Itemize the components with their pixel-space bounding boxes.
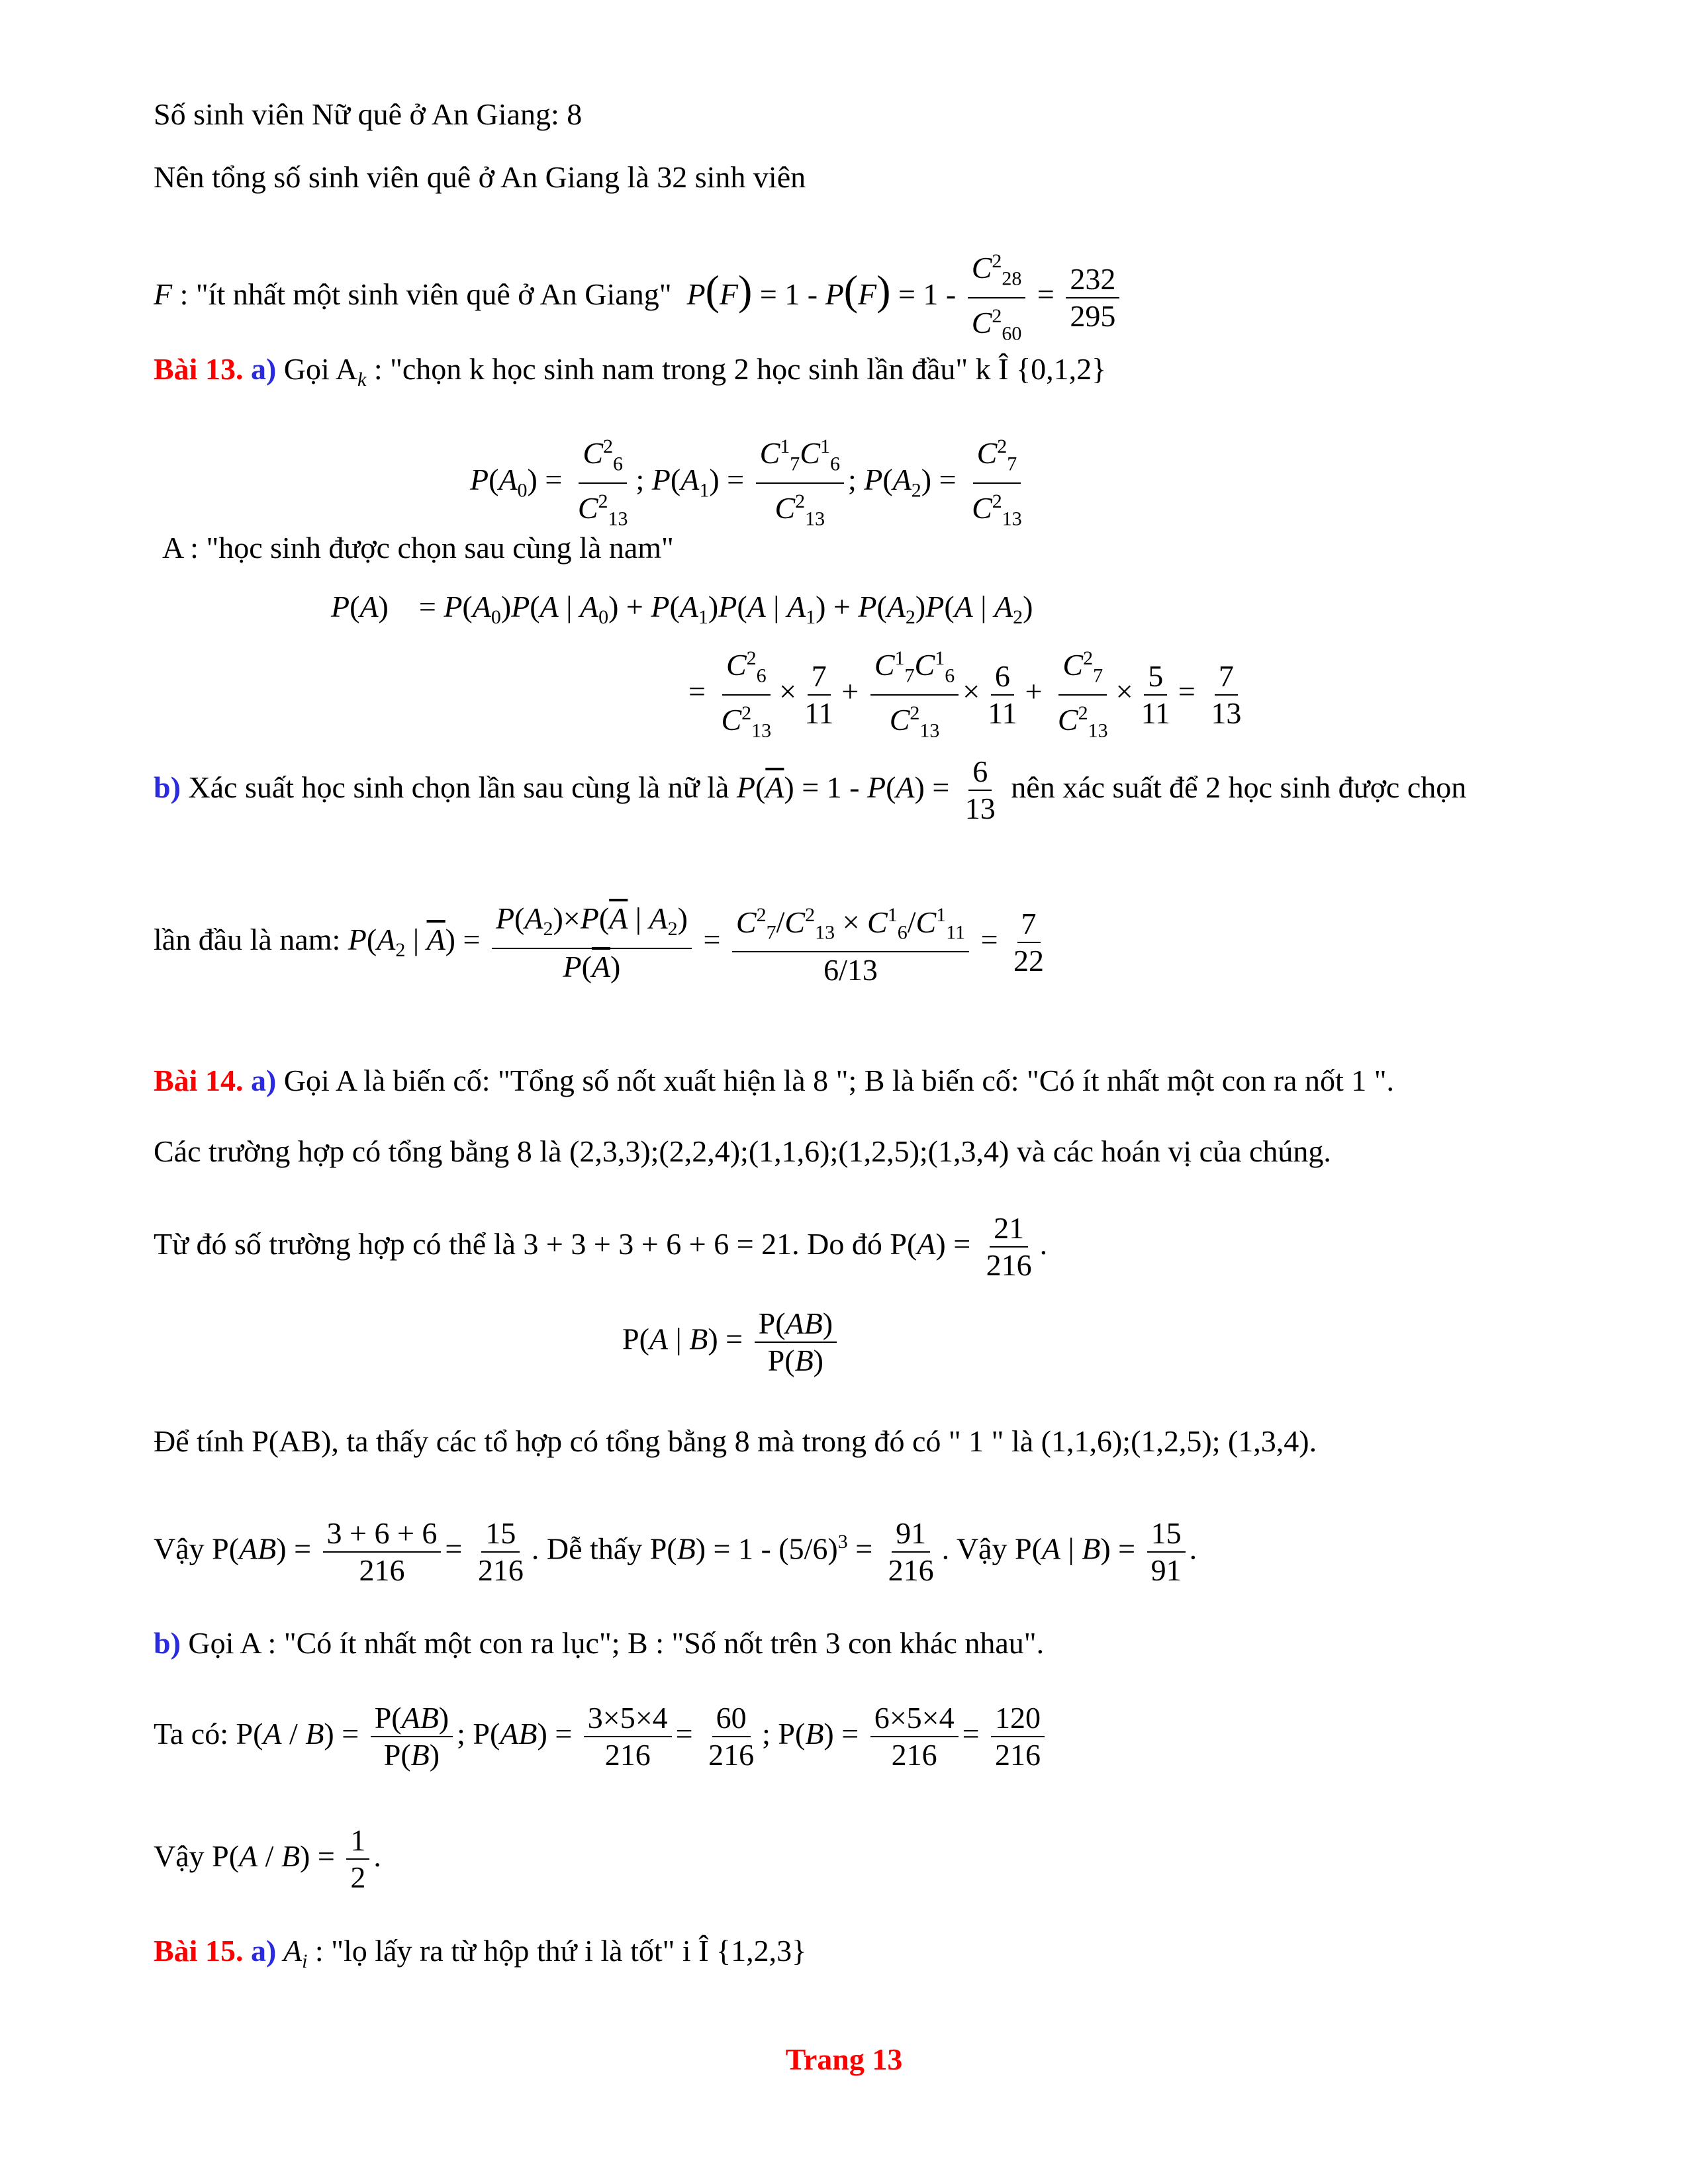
text-line: Từ đó số trường hợp có thể là 3 + 3 + 3 + 6 + 6 = 21. Do đó P(A) = $\frac{21}{216}$ . (154, 1211, 1048, 1283)
exercise-number: Bài 14. (154, 1064, 244, 1097)
formula-line: Vậy P(A / B) = $\frac{1}{2}$ . (154, 1823, 381, 1895)
text-line: A : "học sinh được chọn sau cùng là nam" (162, 531, 674, 565)
exercise-number: Bài 13. (154, 352, 244, 386)
exercise-heading: Bài 14. a) Gọi A là biến cố: "Tổng số nốt xuất hiện là 8 "; B là biến cố: "Có ít nhất một con ra nốt 1 ". (154, 1064, 1394, 1097)
formula-line: P(A) = $P(A_0)P(A$ | $A_0) + P(A_1)P(A$ | $A_1) + P(A_2)P(A$ | $A_2$) (331, 590, 1033, 629)
formula-line: Vậy P(AB) = $\frac{3 + 6 + 6}{216}$ = $\frac{15}{216}$ . Dễ thấy $P(B) = 1 - (5/6)^3$ = $\frac{91}{216}$ . Vậy P(A | B) = $\frac{15}{91}$ . (154, 1516, 1197, 1587)
text-line: Để tính P(AB), ta thấy các tổ hợp có tổng bằng 8 mà trong đó có " 1 " là (1,1,6);(1,2,5); (1,3,4). (154, 1424, 1317, 1458)
formula-line: lần đầu là nam: $P(A_2$ | $\overline{A}$) = $\frac{P(A_2)\times P(\overline{A} | A_2)}{P(\overline{A})}$ = $\frac{C^2_7/C^2_{13} \times C^1_6/C^1_{11}}{6/13}$ = $\frac{7}{22}$ (154, 854, 1052, 1036)
text-line: b) Gọi A : "Có ít nhất một con ra lục"; B : "Số nốt trên 3 con khác nhau". (154, 1626, 1045, 1660)
exercise-heading: Bài 15. a) $A_i$ : "lọ lấy ra từ hộp thứ i là tốt" i Î {1,2,3} (154, 1934, 807, 1973)
formula-line: Ta có: P(A / B) = $\frac{P(AB)}{P(B)}$ ; P(AB) = $\frac{3\times 5\times 4}{216}$ = $\frac{60}{216}$ ; P(B) = $\frac{6\times 5\times 4}{216}$ = $\frac{120}{216}$ (154, 1694, 1049, 1774)
exercise-heading: Bài 13. a) Gọi $A_k$ : "chọn k học sinh nam trong 2 học sinh lần đầu" k Î {0,1,2} (154, 352, 1107, 391)
formula-line: = $\frac{C^2_6}{C^2_{13}}$ × $\frac{7}{11}$ + $\frac{C^1_7C^1_6}{C^2_{13}}$ × $\frac{6}{11}$ + $\frac{C^2_7}{C^2_{13}}$ × $\frac{5}{11}$ = $\frac{7}{13}$ (688, 642, 1249, 747)
formula-line: P(A | B) = $\frac{P(AB)}{P(B)}$ (622, 1307, 841, 1377)
text-line: Nên tổng số sinh viên quê ở An Giang là 32 sinh viên (154, 160, 806, 194)
formula-line: $P(A_0)$ = $\frac{C^2_6}{C^2_{13}}$ ; $P(A_1)$ = $\frac{C^1_7C^1_6}{C^2_{13}}$ ; $P(A_2)$ = $\frac{C^2_7}{C^2_{13}}$ (470, 430, 1030, 535)
text-line: Số sinh viên Nữ quê ở An Giang: 8 (154, 97, 583, 131)
page-number: Trang 13 (785, 2042, 903, 2076)
formula-line: F : "ít nhất một sinh viên quê ở An Giang" P(F) = 1 - P(F) = 1 - $\frac{C^2_{28}}{C^2_{60}}$ = $\frac{232}{295}$ (154, 245, 1123, 350)
text-line: Các trường hợp có tổng bằng 8 là (2,3,3);(2,2,4);(1,1,6);(1,2,5);(1,3,4) và các hoán vị của chúng. (154, 1134, 1331, 1168)
exercise-number: Bài 15. (154, 1934, 244, 1968)
text-line: b) Xác suất học sinh chọn lần sau cùng là nữ là $P(\overline{A}) = 1 - P(A)$ = $\frac{6}{13}$ nên xác suất để 2 học sinh được chọn (154, 754, 1467, 826)
